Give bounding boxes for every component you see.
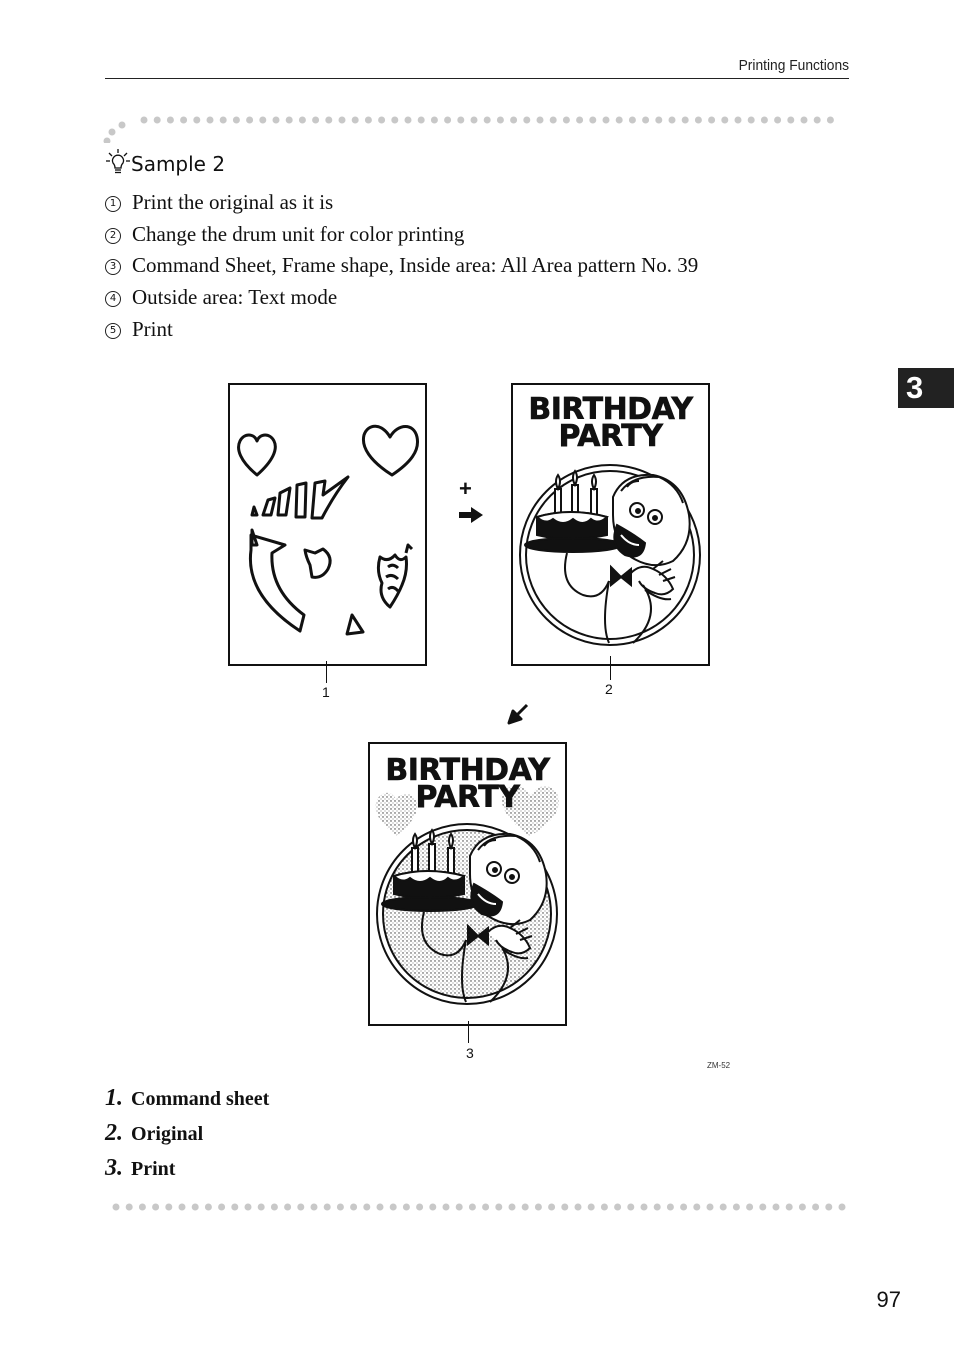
birthday-boy-illustration — [513, 385, 708, 664]
figure-code: ZM-52 — [707, 1061, 731, 1070]
plus-sign: + — [459, 476, 472, 501]
caption-number: 2. — [105, 1120, 123, 1146]
caption-item — [105, 1155, 269, 1190]
command-sheet-panel — [228, 383, 427, 666]
caption-number: 3. — [105, 1155, 123, 1181]
cutout-shapes-drawing — [230, 385, 425, 664]
poster-title-line2: PARTY — [415, 780, 520, 815]
sample-title: Sample 2 — [131, 152, 226, 176]
step-number: 5 — [105, 323, 121, 339]
step-text: Change the drum unit for color printing — [132, 221, 465, 246]
step-item — [105, 250, 698, 282]
callout-line — [468, 1021, 469, 1043]
step-number: 4 — [105, 291, 121, 307]
print-result-panel — [368, 742, 567, 1026]
step-text: Outside area: Text mode — [132, 285, 338, 310]
step-text: Command Sheet, Frame shape, Inside area: All Area pattern No. 39 — [132, 253, 699, 278]
poster-title-line2: PARTY — [558, 419, 663, 454]
dotted-border-top — [103, 113, 853, 143]
caption-label: Command sheet — [131, 1088, 270, 1110]
arrow-down-left-icon — [506, 702, 530, 726]
step-number: 3 — [105, 259, 121, 275]
page-number: 97 — [876, 1287, 901, 1312]
caption-label: Original — [131, 1123, 204, 1145]
birthday-boy-illustration — [370, 744, 565, 1024]
callout-number: 3 — [466, 1045, 474, 1061]
step-list — [105, 187, 698, 345]
header-rule — [105, 78, 849, 79]
chapter-tab: 3 — [898, 368, 954, 408]
poster-title-line1: BIRTHDAY — [385, 753, 550, 788]
step-number: 2 — [105, 228, 121, 244]
arrow-right-icon — [457, 505, 485, 525]
step-item — [105, 219, 698, 251]
original-panel — [511, 383, 710, 666]
caption-list — [105, 1085, 269, 1190]
callout-number: 1 — [322, 684, 330, 700]
caption-label: Print — [131, 1158, 176, 1180]
lightbulb-icon — [105, 148, 131, 178]
caption-item — [105, 1120, 269, 1155]
step-item — [105, 187, 698, 219]
caption-item — [105, 1085, 269, 1120]
step-text: Print the original as it is — [132, 190, 334, 215]
poster-title-line1: BIRTHDAY — [528, 392, 693, 427]
step-item — [105, 282, 698, 314]
callout-line — [326, 661, 327, 683]
callout-number: 2 — [605, 681, 613, 697]
step-text: Print — [132, 316, 173, 341]
dotted-border-bottom — [110, 1200, 850, 1214]
step-number: 1 — [105, 196, 121, 212]
caption-number: 1. — [105, 1085, 123, 1111]
running-header: Printing Functions — [738, 57, 849, 74]
step-item — [105, 313, 698, 345]
callout-line — [610, 656, 611, 680]
